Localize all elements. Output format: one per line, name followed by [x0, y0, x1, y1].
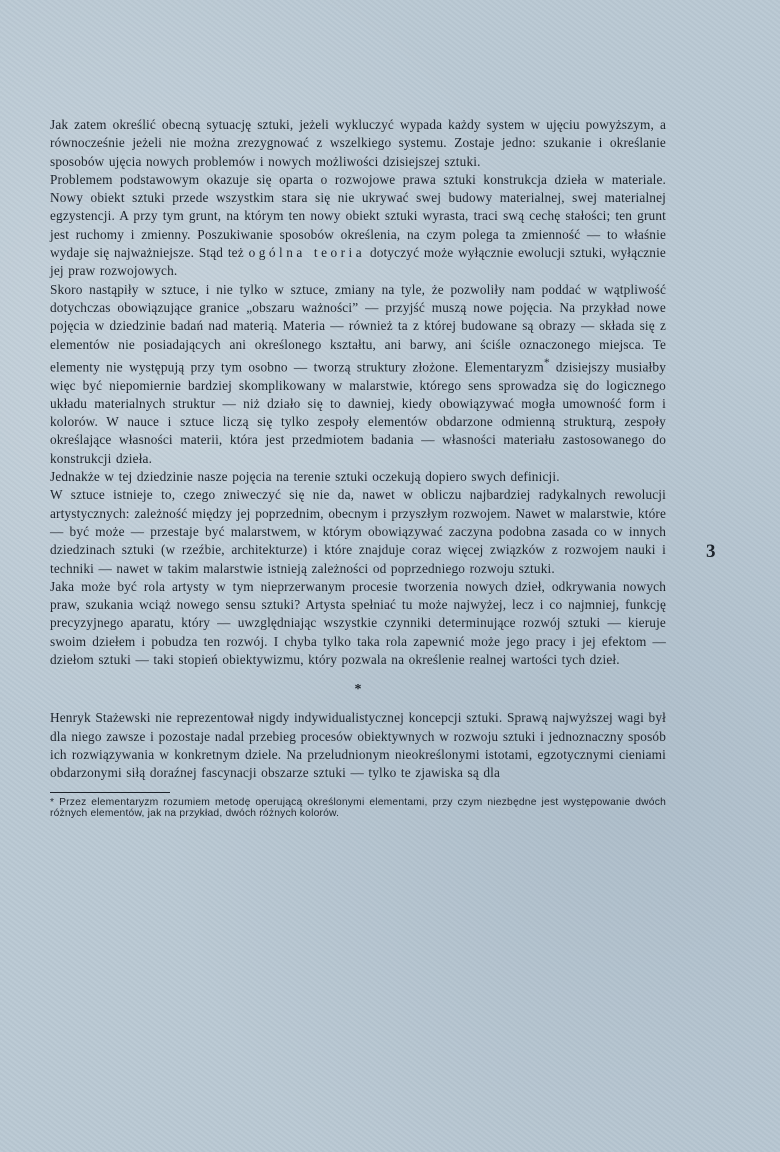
page-number: 3 [706, 541, 716, 562]
paragraph-2-end: dotyczyć może wyłącznie ewolucji sztuki, wyłącznie jej praw rozwojowych. [50, 245, 666, 279]
paragraph-2 [50, 171, 666, 281]
article-body [50, 116, 666, 819]
footnote: * Przez elementaryzm rozumiem metodę operującą określonymi elementami, przy czym niezbędne jest występowanie dwóch różnych elementów, jak na przykład, dwóch różnych kolorów. [50, 796, 666, 819]
paragraph-7: Henryk Stażewski nie reprezentował nigdy indywidualistycznej koncepcji sztuki. Sprawą najwyższej wagi był dla niego zawsze i pozostaje nadal przebieg procesów obiektywnych w rozwoju sztuki i jednoznaczny sposób ich rozwiązywania w konkretnym dziele. Na przeludnionym nieokreślonymi istotami, egzotycznymi cieniami obdarzonymi siłą doraźnej fascynacji obszarze sztuki — tylko te zjawiska są dla [50, 710, 666, 781]
paragraph-4: Jednakże w tej dziedzinie nasze pojęcia na terenie sztuki oczekują dopiero swych definicji. [50, 469, 560, 485]
paragraph-3-text: Skoro nastąpiły w sztuce, i nie tylko w sztuce, zmiany na tyle, że pozwoliły nam poddać w wątpliwość dotychczas obowiązujące granice „obszaru ważności” — przyjść muszą nowe pojęcia. Na przykład nowe pojęcia w dziedzinie badań nad materią. Materia — również ta z której budowane są obrazy — składa się z elementów nie posiadających ani określonego kształtu, ani barwy, ani ściśle oznaczonego miejsca. Te elementy nie występują przy tym osobno — tworzą struktury złożone. Elementaryzm [50, 281, 666, 375]
paragraph-2-text: Problemem podstawowym okazuje się oparta o rozwojowe prawa sztuki konstrukcja dzieła w materiale. Nowy obiekt sztuki przede wszystkim stara się nie ukrywać swej budowy materialnej, swej materialnej egzystencji. A przy tym grunt, na którym ten nowy obiekt sztuki wyrasta, traci swą cechę stałości; ten grunt jest ruchomy i zmienny. Poszukiwanie sposobów określenia, na czym polega ta zmienność — to właśnie wydaje się najważniejsze. Stąd też [50, 171, 666, 261]
paragraph-6: Jaka może być rola artysty w tym nieprzerwanym procesie tworzenia nowych dzieł, odkrywania nowych praw, szukania wciąż nowego sensu sztuki? Artysta spełniać tu może najwyżej, lecz i co najmniej, funkcję precyzyjnego aparatu, który — uwzględniając wszystkie czynniki determinujące rozwój sztuki — kieruje swoim dziełem i pobudza ten rozwój. I chyba tylko taka rola zapewnić może jego pracy i jej efektom — dziełom sztuki — taki stopień obiektywizmu, który pozwala na określenie realnej wartości tych dzieł. [50, 578, 666, 668]
paragraph-3 [50, 281, 666, 468]
spaced-term: ogólna teoria [248, 245, 366, 261]
footnote-marker: * [543, 356, 550, 369]
paragraph-5: W sztuce istnieje to, czego zniweczyć się nie da, nawet w obliczu najbardziej radykalnych rewolucji artystycznych: zależność między jej poprzednim, obecnym i przyszłym rozwojem. Nawet w malarstwie, które — być może — przestaje być malarstwem, w którym obowiązywać zaczyna podobna zasada co w innych dziedzinach sztuki (w rzeźbie, architekturze) i które znajduje coraz więcej związków z rozwojem nauki i techniki — nawet w takim malarstwie istnieją zależności od poprzedniego rozwoju sztuki. [50, 487, 666, 576]
footnote-rule [50, 792, 170, 793]
paragraph-3-end: dzisiejszy musiałby więc być niepomiernie bardziej skomplikowany w malarstwie, którego sens sprowadza się do logicznego układu materialnych struktur — niż działo się to dawniej, kiedy obowiązywać mogła umowność form i kolorów. W nauce i sztuce liczą się tylko zespoły elementów obdarzone odmienną strukturą, zespoły określające własności materii, która jest przedmiotem badania — własności materiału zastosowanego do konstrukcji dzieła. [50, 359, 666, 466]
section-separator: * [354, 682, 362, 698]
paragraph-1: Jak zatem określić obecną sytuację sztuki, jeżeli wykluczyć wypada każdy system w ujęciu powyższym, a równocześnie jeżeli nie można zrezygnować z wszelkiego systemu. Zostaje jedno: szukanie i określanie sposobów ujęcia nowych problemów i nowych możliwości dzisiejszej sztuki. [50, 117, 666, 169]
